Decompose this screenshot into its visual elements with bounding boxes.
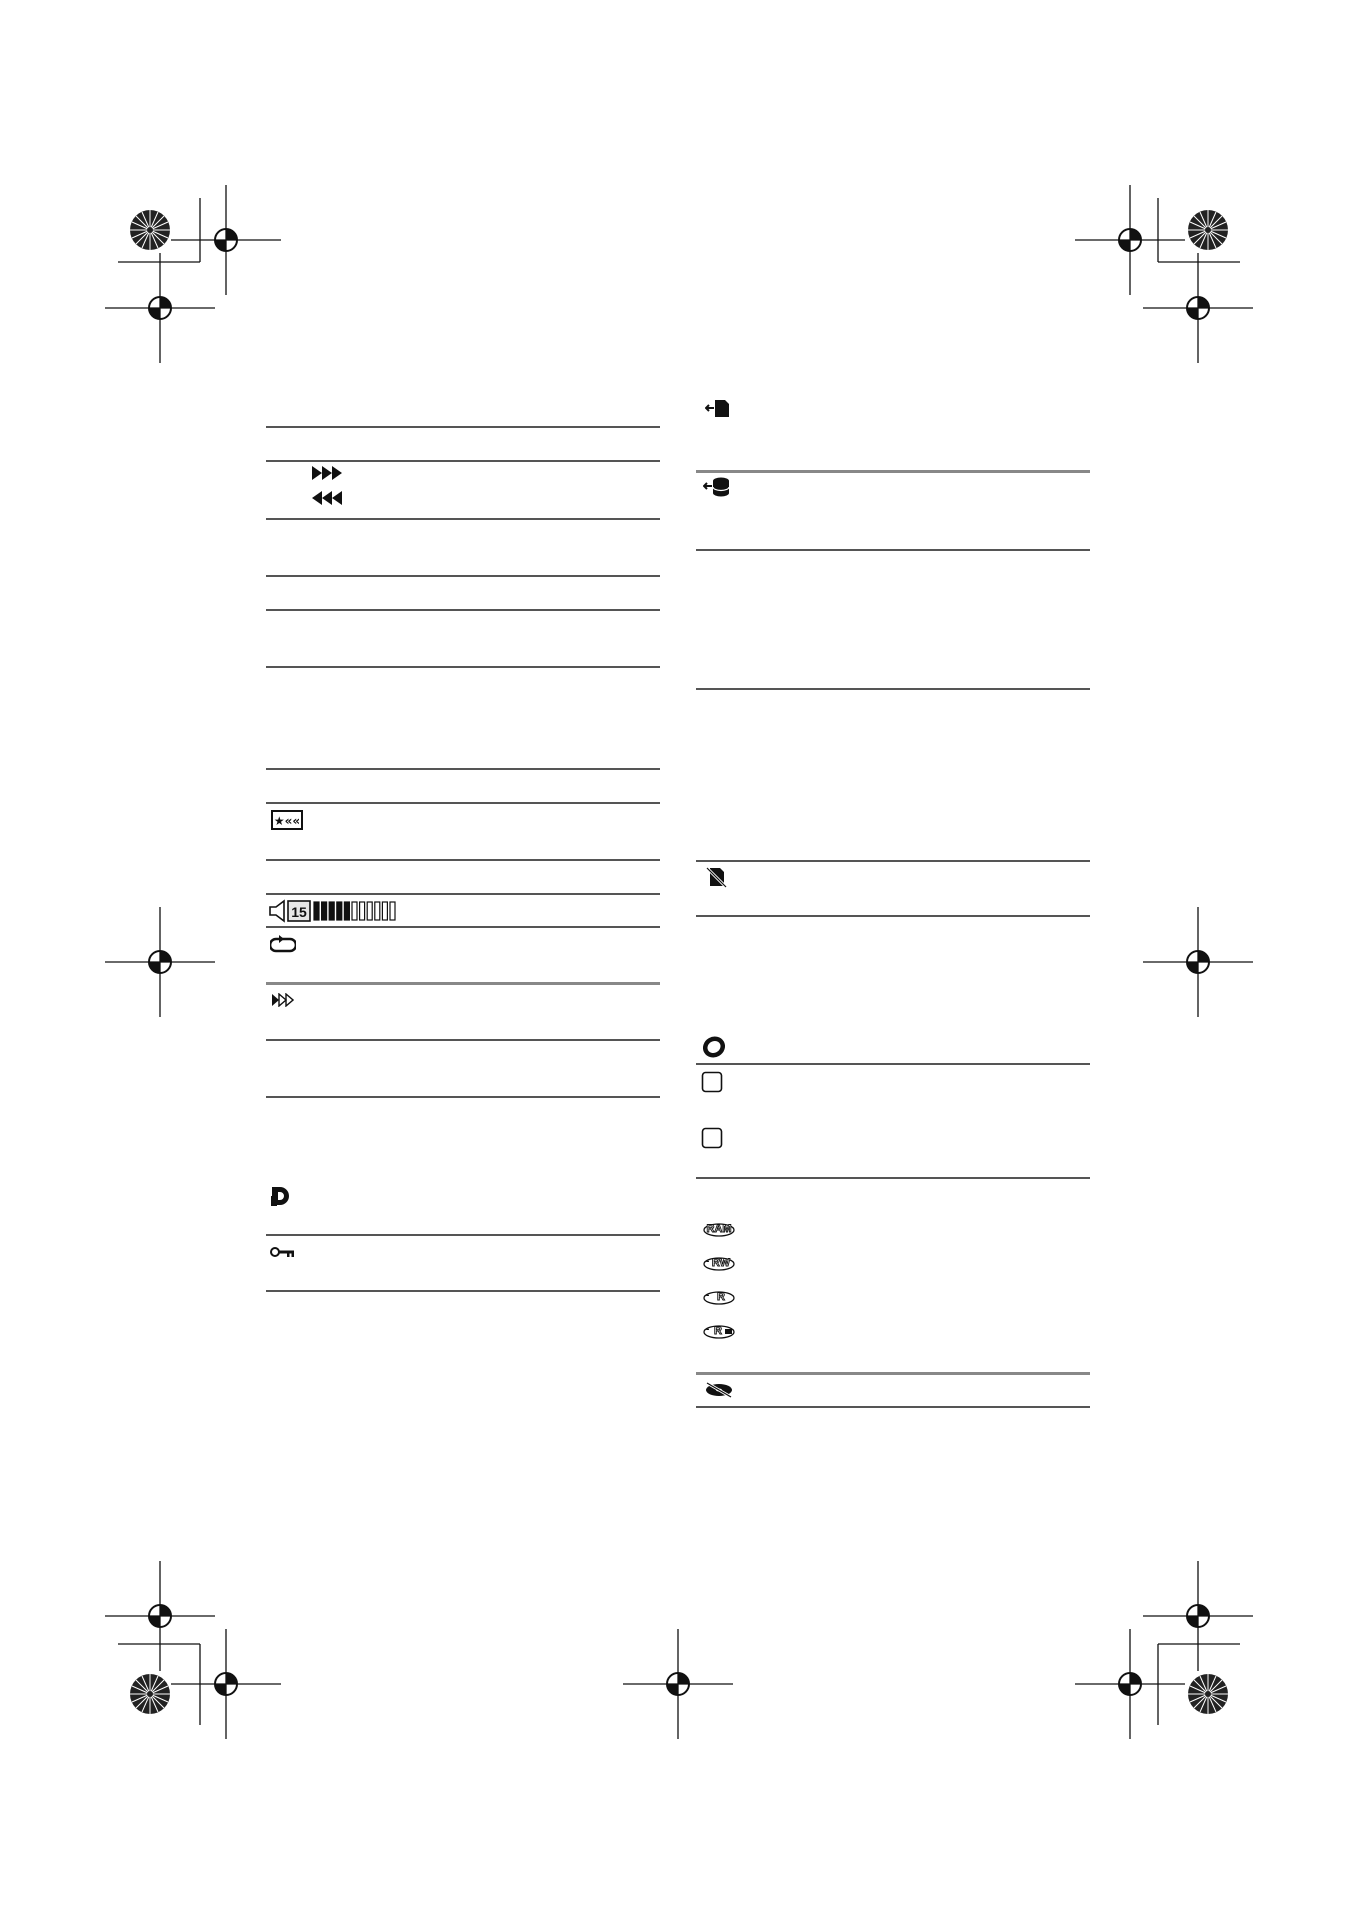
divider-thick	[266, 982, 660, 985]
rewind-icon	[312, 491, 342, 505]
fast-forward-icon	[312, 466, 342, 480]
color-burst-mark-tr	[1188, 210, 1228, 250]
divider	[266, 926, 660, 928]
divider	[266, 859, 660, 861]
divider	[266, 768, 660, 770]
disc-icon	[703, 1036, 725, 1058]
divider	[266, 518, 660, 520]
svg-text:-: -	[706, 1290, 710, 1301]
ram-disc-icon	[702, 1218, 736, 1238]
r-dl-disc-icon	[702, 1320, 736, 1340]
ram-disc-label: RAM	[706, 1223, 732, 1235]
key-icon	[270, 1246, 296, 1258]
svg-text:★««: ★««	[273, 814, 301, 828]
divider	[266, 426, 660, 428]
volume-level-text: 15	[291, 904, 307, 920]
volume-bar	[375, 902, 380, 920]
volume-icon	[268, 899, 400, 923]
divider	[696, 860, 1090, 862]
star-bookmark-icon	[271, 810, 303, 830]
divider	[266, 460, 660, 462]
divider	[696, 1406, 1090, 1408]
divider	[696, 688, 1090, 690]
divider-thick	[696, 470, 1090, 473]
no-card-icon	[705, 866, 727, 888]
volume-bar	[352, 902, 357, 920]
divider	[696, 1177, 1090, 1179]
r-disc-label: R	[717, 1291, 725, 1303]
dubbing-icon	[270, 1185, 292, 1207]
divider	[696, 549, 1090, 551]
quick-view-icon	[272, 993, 294, 1007]
color-burst-mark-bl	[130, 1674, 170, 1714]
divider	[266, 1039, 660, 1041]
svg-text:-: -	[706, 1256, 710, 1267]
rw-disc-icon	[702, 1252, 736, 1272]
divider	[696, 1063, 1090, 1065]
divider	[266, 575, 660, 577]
svg-text:-: -	[706, 1324, 710, 1335]
divider	[266, 609, 660, 611]
volume-bar	[344, 902, 349, 920]
divider	[266, 893, 660, 895]
card-transfer-icon	[705, 398, 731, 418]
volume-bar	[367, 902, 372, 920]
divider	[266, 1096, 660, 1098]
volume-bar	[314, 902, 319, 920]
empty-box-icon	[701, 1071, 723, 1093]
volume-bar	[337, 902, 342, 920]
r-dl-disc-label: R	[714, 1325, 722, 1337]
divider	[266, 802, 660, 804]
r-disc-icon	[702, 1286, 736, 1306]
volume-bar	[390, 902, 395, 920]
divider	[696, 915, 1090, 917]
divider	[266, 666, 660, 668]
no-disc-icon	[704, 1380, 734, 1400]
divider	[266, 1234, 660, 1236]
empty-box-icon-2	[701, 1127, 723, 1149]
rw-disc-label: RW	[711, 1257, 731, 1269]
divider-thick	[696, 1372, 1090, 1375]
color-burst-mark-br	[1188, 1674, 1228, 1714]
volume-bar	[322, 902, 327, 920]
divider	[266, 1290, 660, 1292]
repeat-icon	[270, 934, 296, 954]
hdd-transfer-icon	[703, 476, 731, 498]
volume-bar	[382, 902, 387, 920]
volume-bar	[360, 902, 365, 920]
volume-bar	[329, 902, 334, 920]
color-burst-mark-tl	[130, 210, 170, 250]
